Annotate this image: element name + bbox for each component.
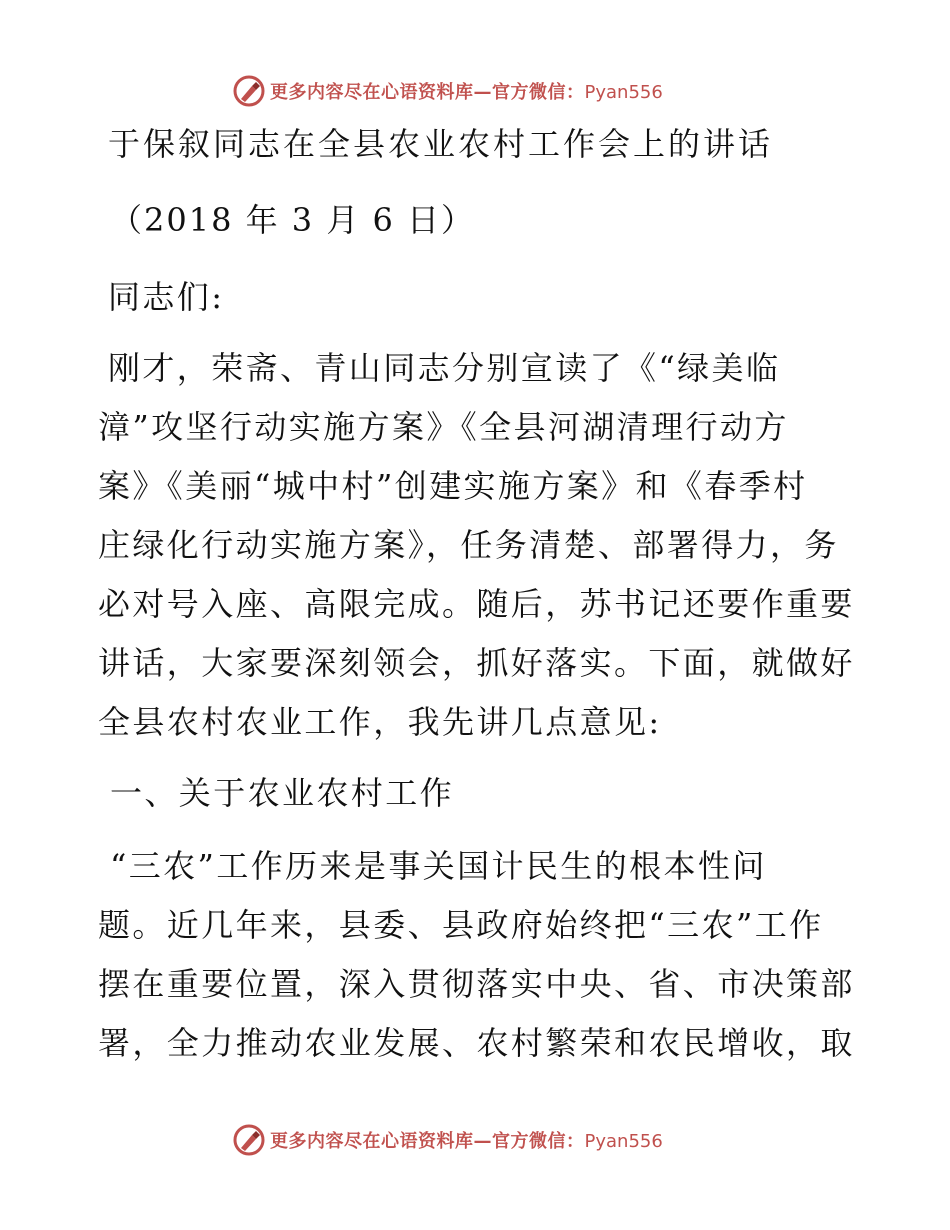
paragraph-line: 案》《美丽“城中村”创建实施方案》和《春季村 <box>98 467 808 505</box>
pen-logo-icon <box>232 74 266 108</box>
pen-logo-icon <box>232 1123 266 1157</box>
document-date: （2018 年 3 月 6 日） <box>110 201 476 239</box>
section-heading: 一、关于农业农村工作 <box>110 774 455 812</box>
footer-watermark <box>232 1122 663 1158</box>
paragraph-line: 必对号入座、高限完成。随后，苏书记还要作重要 <box>98 585 855 623</box>
paragraph-line: 摆在重要位置，深入贯彻落实中央、省、市决策部 <box>98 965 855 1003</box>
document-title: 于保叙同志在全县农业农村工作会上的讲话 <box>108 125 774 163</box>
header-watermark <box>232 73 663 109</box>
paragraph-line: 刚才，荣斋、青山同志分别宣读了《“绿美临 <box>108 349 781 387</box>
paragraph-line: “三农”工作历来是事关国计民生的根本性问 <box>110 847 767 885</box>
paragraph-line: 讲话，大家要深刻领会，抓好落实。下面，就做好 <box>98 644 855 682</box>
paragraph-line: 全县农村农业工作，我先讲几点意见: <box>98 703 662 741</box>
paragraph-line: 漳”攻坚行动实施方案》《全县河湖清理行动方 <box>98 408 789 446</box>
salutation: 同志们: <box>108 278 225 316</box>
watermark-text: 更多内容尽在心语资料库—官方微信：Pyan556 <box>270 82 663 103</box>
paragraph-line: 庄绿化行动实施方案》，任务清楚、部署得力，务 <box>98 526 839 564</box>
watermark-text: 更多内容尽在心语资料库—官方微信：Pyan556 <box>270 1131 663 1152</box>
paragraph-line: 题。近几年来，县委、县政府始终把“三农”工作 <box>98 906 824 944</box>
paragraph-line: 署，全力推动农业发展、农村繁荣和农民增收，取 <box>98 1024 855 1062</box>
